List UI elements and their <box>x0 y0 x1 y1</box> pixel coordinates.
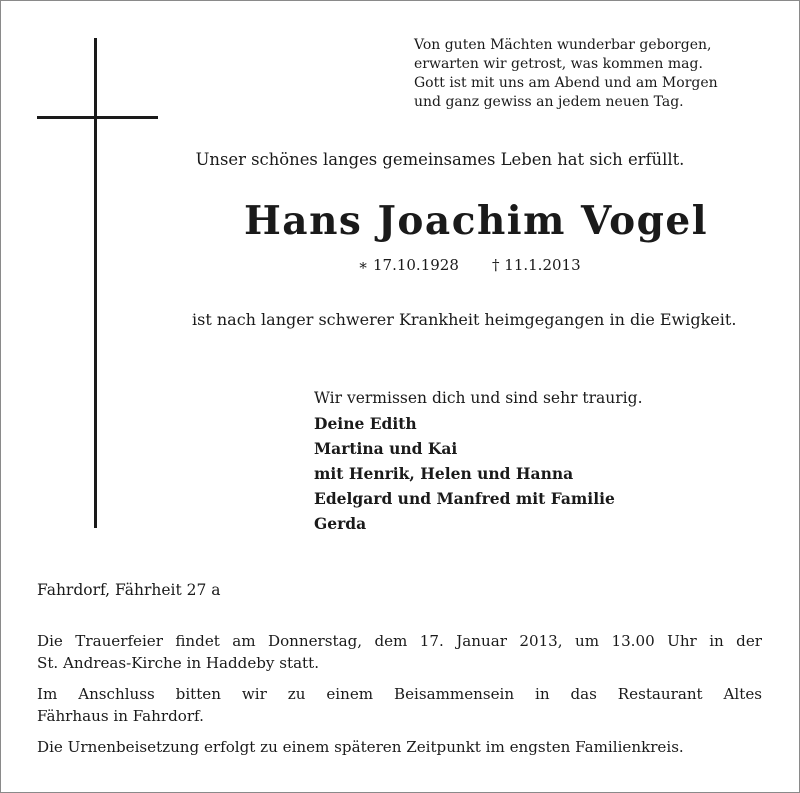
gathering-notice-line: Fährhaus in Fahrdorf. <box>37 707 204 725</box>
mourner-name: Martina und Kai <box>314 439 458 458</box>
funeral-notice-line: Die Trauerfeier findet am Donnerstag, dem 17. Januar 2013, um 13.00 Uhr in der <box>37 632 762 650</box>
cross-horizontal-bar <box>37 116 158 119</box>
mourner-name: mit Henrik, Helen und Hanna <box>314 464 574 483</box>
mourner-name: Edelgard und Manfred mit Familie <box>314 489 615 508</box>
urn-notice-line: Die Urnenbeisetzung erfolgt zu einem späteren Zeitpunkt im engsten Familienkreis. <box>37 738 684 756</box>
poem-verse <box>414 36 718 112</box>
urn-notice <box>37 736 762 758</box>
death-date <box>492 256 581 274</box>
funeral-notice-line: St. Andreas-Kirche in Haddeby statt. <box>37 654 319 672</box>
death-date-value: 11.1.2013 <box>504 256 581 274</box>
funeral-notice <box>37 630 762 674</box>
family-address: Fahrdorf, Fährheit 27 a <box>37 581 221 599</box>
mourner-name: Deine Edith <box>314 414 417 433</box>
cross-vertical-bar <box>94 38 97 528</box>
mourner-name: Gerda <box>314 514 367 533</box>
intro-line-wrapper <box>0 150 800 169</box>
poem-line: Von guten Mächten wunderbar geborgen, <box>414 37 712 53</box>
passed-statement: ist nach langer schwerer Krankheit heimgegangen in die Ewigkeit. <box>192 310 737 329</box>
gathering-notice <box>37 683 762 727</box>
birth-symbol: ∗ <box>358 256 369 274</box>
intro-line: Unser schönes langes gemeinsames Leben hat sich erfüllt. <box>195 150 685 169</box>
poem-line: Gott ist mit uns am Abend und am Morgen <box>414 75 718 91</box>
mourners-block <box>314 385 643 536</box>
poem-line: und ganz gewiss an jedem neuen Tag. <box>414 94 684 110</box>
poem-line: erwarten wir getrost, was kommen mag. <box>414 56 703 72</box>
gathering-notice-line: Im Anschluss bitten wir zu einem Beisammensein in das Restaurant Altes <box>37 685 762 703</box>
mourners-lead: Wir vermissen dich und sind sehr traurig. <box>314 389 643 407</box>
birth-date-value: 17.10.1928 <box>372 256 459 274</box>
birth-date <box>358 256 459 274</box>
deceased-name: Hans Joachim Vogel <box>243 198 709 244</box>
death-symbol: † <box>492 256 500 274</box>
